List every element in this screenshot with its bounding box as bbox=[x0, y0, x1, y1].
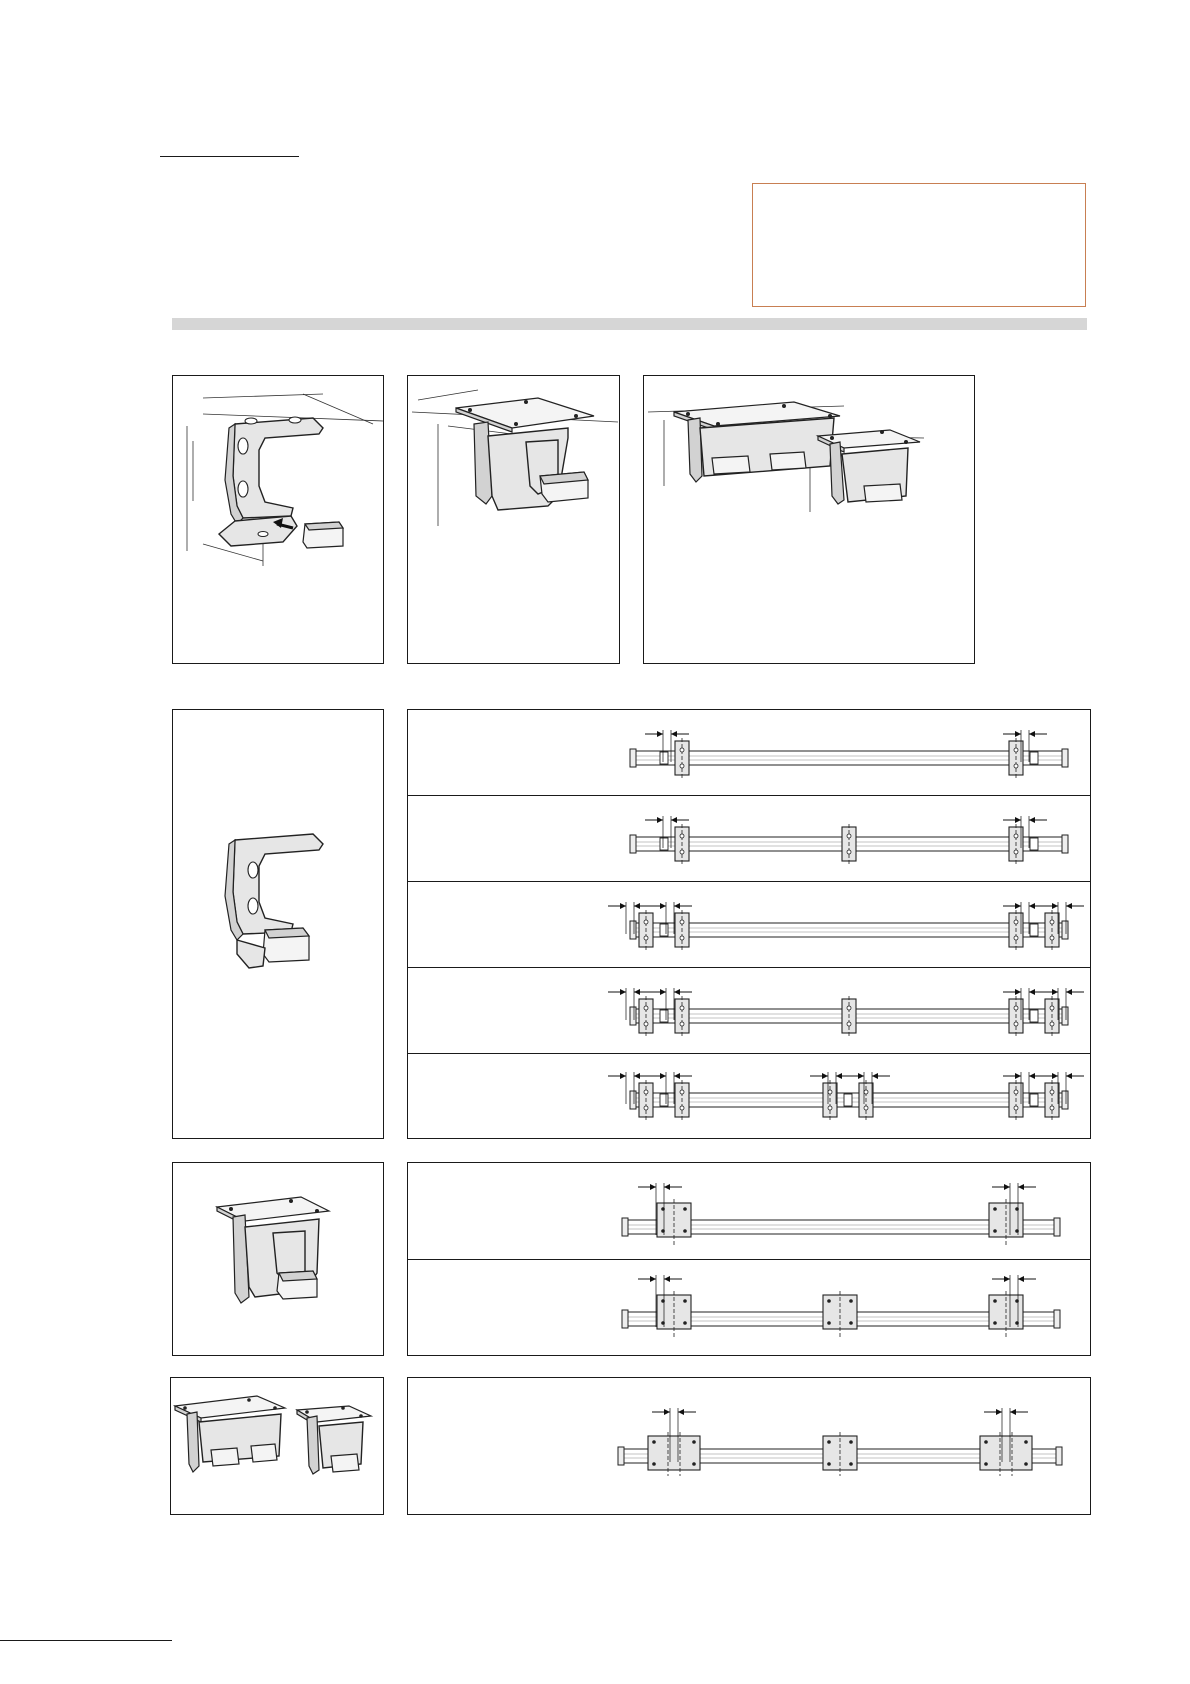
layouts-double-plate-brackets bbox=[407, 1377, 1091, 1515]
figure-c-bracket-dimensions bbox=[172, 375, 384, 664]
c-bracket-icon bbox=[173, 710, 383, 1138]
section-band bbox=[172, 318, 1087, 330]
header-rule bbox=[160, 156, 299, 157]
double-bracket-layout-diagram bbox=[408, 1378, 1090, 1514]
plate-mount-bracket-icon bbox=[173, 1163, 383, 1355]
note-callout-box bbox=[752, 183, 1086, 307]
c-bracket-layout-diagrams bbox=[408, 710, 1090, 1138]
plate-bracket-layout-diagrams bbox=[408, 1163, 1090, 1355]
thumb-plate-bracket bbox=[172, 1162, 384, 1356]
figure-plate-bracket-dimensions bbox=[407, 375, 620, 664]
footer-rule bbox=[0, 1640, 172, 1641]
thumb-double-plate-brackets bbox=[170, 1377, 384, 1515]
layouts-c-bracket bbox=[407, 709, 1091, 1139]
layouts-plate-bracket bbox=[407, 1162, 1091, 1356]
thumb-c-bracket bbox=[172, 709, 384, 1139]
double-plate-mount-brackets-icon bbox=[644, 376, 974, 663]
double-plate-mount-brackets-icon bbox=[171, 1378, 383, 1514]
figure-double-plate-brackets bbox=[643, 375, 975, 664]
plate-mount-bracket-icon bbox=[408, 376, 619, 663]
c-bracket-with-end-cap-icon bbox=[173, 376, 383, 663]
